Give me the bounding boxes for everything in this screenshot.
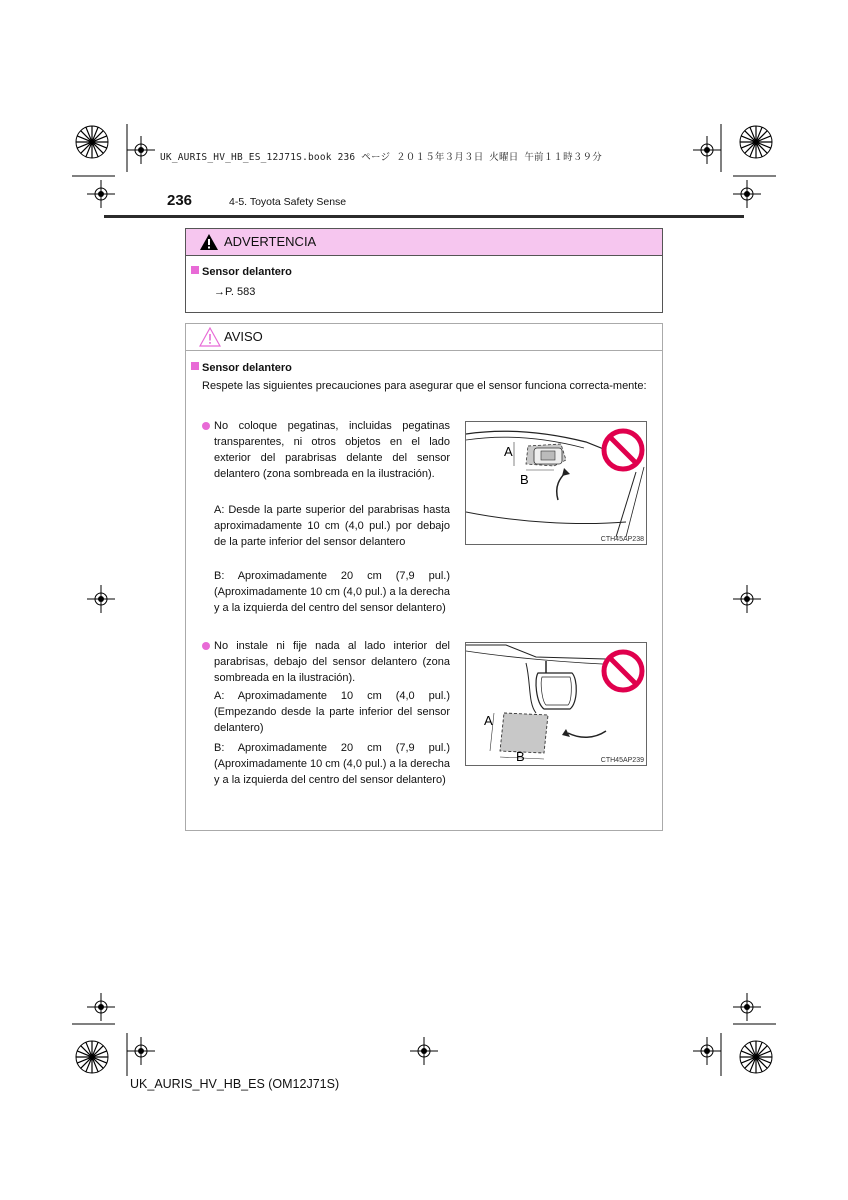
figure2-label-b: B [516,749,525,764]
section-title: 4-5. Toyota Safety Sense [229,196,347,208]
bullet-dot-icon [202,422,210,430]
figure-windshield-outside [465,421,647,545]
notice-box [185,323,663,831]
warning-header [186,229,662,256]
caution-triangle-icon [199,327,221,347]
warning-item-title [191,266,292,278]
windshield-inside-illustration [466,643,646,765]
figure-windshield-inside [465,642,647,766]
figure1-caption: CTH45AP238 [600,536,644,543]
bullet1-a: A: Desde la parte superior del parabrisas hasta aproximadamente 10 cm (4,0 pul.) por debajo de la parte inferior del sensor delantero [214,504,450,548]
figure1-label-b: B [520,472,529,487]
bullet2-a: A: Aproximadamente 10 cm (4,0 pul.) (Empezando desde la parte inferior del sensor delantero) [214,690,450,734]
notice-header [186,324,662,351]
footer-book-code: UK_AURIS_HV_HB_ES (OM12J71S) [130,1077,340,1091]
pink-square-icon [191,266,199,274]
notice-intro: Respete las siguientes precauciones para asegurar que el sensor funciona correcta-mente: [202,380,647,392]
notice-title: AVISO [224,329,263,344]
warning-title: ADVERTENCIA [224,234,317,249]
figure2-label-a: A [484,713,493,728]
figure1-label-a: A [504,444,513,459]
warning-item-title-text: Sensor delantero [202,266,292,278]
windshield-outside-illustration [466,422,646,544]
print-info: UK_AURIS_HV_HB_ES_12J71S.book 236 ページ ２０１５年３月３日 火曜日 午前１１時３９分 [160,152,602,163]
warning-triangle-icon [199,233,219,251]
warning-box [185,228,663,313]
bullet1-text: No coloque pegatinas, incluidas pegatinas transparentes, ni otros objetos en el lado exterior del parabrisas delante del sensor delantero (zona sombreada en la ilustración). [214,420,450,480]
bullet1-b: B: Aproximadamente 20 cm (7,9 pul.) (Aproximadamente 10 cm (4,0 pul.) a la derecha y a la izquierda del centro del sensor delantero) [214,570,451,614]
bullet2-b: B: Aproximadamente 20 cm (7,9 pul.) (Aproximadamente 10 cm (4,0 pul.) a la derecha y a la izquierda del centro del sensor delantero) [214,742,451,786]
bullet-dot-icon [202,642,210,650]
header-rule [104,215,744,218]
notice-item-title-text: Sensor delantero [202,362,292,374]
warning-item-ref: →P. 583 [214,286,256,298]
page-number: 236 [167,192,193,209]
pink-square-icon [191,362,199,370]
bullet2-text: No instale ni fije nada al lado interior del parabrisas, debajo del sensor delantero (zona sombreada en la ilustración). [214,640,450,684]
notice-item-title [191,362,292,374]
figure2-caption: CTH45AP239 [600,757,644,764]
